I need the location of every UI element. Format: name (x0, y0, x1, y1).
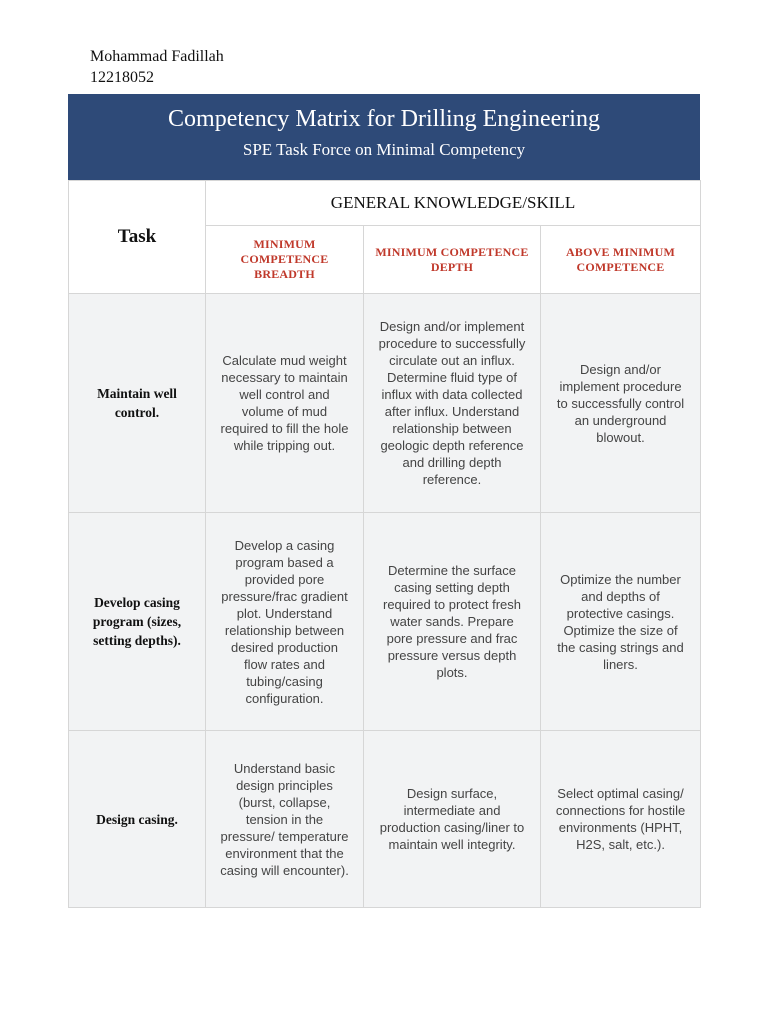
column-header-breadth (206, 226, 364, 294)
task-cell (69, 513, 206, 731)
competency-matrix (68, 94, 700, 908)
above-cell (541, 294, 701, 513)
task-cell (69, 731, 206, 908)
cell-text: Design and/or implement procedure to successfully control an underground blowout. (556, 361, 685, 445)
column-header-above (541, 226, 701, 294)
table-row (69, 731, 701, 908)
cell-text: Understand basic design principles (burst, collapse, tension in the pressure/ temperature environment that the casing will encounter). (220, 760, 349, 878)
column-header-breadth-label: MINIMUM COMPETENCE BREADTH (240, 237, 329, 281)
task-label: Develop casing program (sizes, setting depths). (92, 595, 182, 648)
matrix-subtitle: SPE Task Force on Minimal Competency (242, 140, 526, 159)
above-cell (541, 513, 701, 731)
task-column-header: Task (69, 181, 206, 294)
breadth-cell (206, 731, 364, 908)
breadth-cell (206, 513, 364, 731)
table-row (69, 294, 701, 513)
cell-text: Optimize the number and depths of protective casings. Optimize the size of the casing strings and liners. (557, 571, 684, 672)
column-header-depth (364, 226, 541, 294)
table-row (69, 513, 701, 731)
depth-cell (364, 731, 541, 908)
matrix-title: Competency Matrix for Drilling Engineering (168, 106, 600, 132)
cell-text: Design and/or implement procedure to successfully circulate out an influx. Determine fluid type of influx with data collected after influx. Understand relationship between geologic depth reference and drilling depth reference. (378, 319, 526, 487)
cell-text: Develop a casing program based a provided pore pressure/frac gradient plot. Understand relationship between desired production flow rates and tubing/casing configuration. (221, 537, 348, 706)
author-name: Mohammad Fadillah (90, 48, 224, 65)
group-header: GENERAL KNOWLEDGE/SKILL (206, 181, 701, 226)
cell-text: Determine the surface casing setting depth required to protect fresh water sands. Prepare pore pressure and frac pressure versus depth plots. (382, 563, 522, 680)
matrix-table (68, 180, 701, 908)
author-block (90, 46, 224, 88)
task-label: Design casing. (96, 811, 178, 827)
column-header-depth-label: MINIMUM COMPETENCE DEPTH (375, 244, 529, 274)
above-cell (541, 731, 701, 908)
cell-text: Design surface, intermediate and production casing/liner to maintain well integrity. (379, 786, 525, 852)
task-cell (69, 294, 206, 513)
matrix-banner (68, 94, 700, 180)
breadth-cell (206, 294, 364, 513)
depth-cell (364, 513, 541, 731)
cell-text: Calculate mud weight necessary to maintain well control and volume of mud required to fill the hole while tripping out. (220, 353, 349, 453)
author-id: 12218052 (90, 69, 154, 86)
depth-cell (364, 294, 541, 513)
cell-text: Select optimal casing/ connections for hostile environments (HPHT, H2S, salt, etc.). (555, 786, 686, 852)
column-header-above-label: ABOVE MINIMUM COMPETENCE (566, 244, 675, 274)
task-label: Maintain well control. (97, 386, 177, 420)
